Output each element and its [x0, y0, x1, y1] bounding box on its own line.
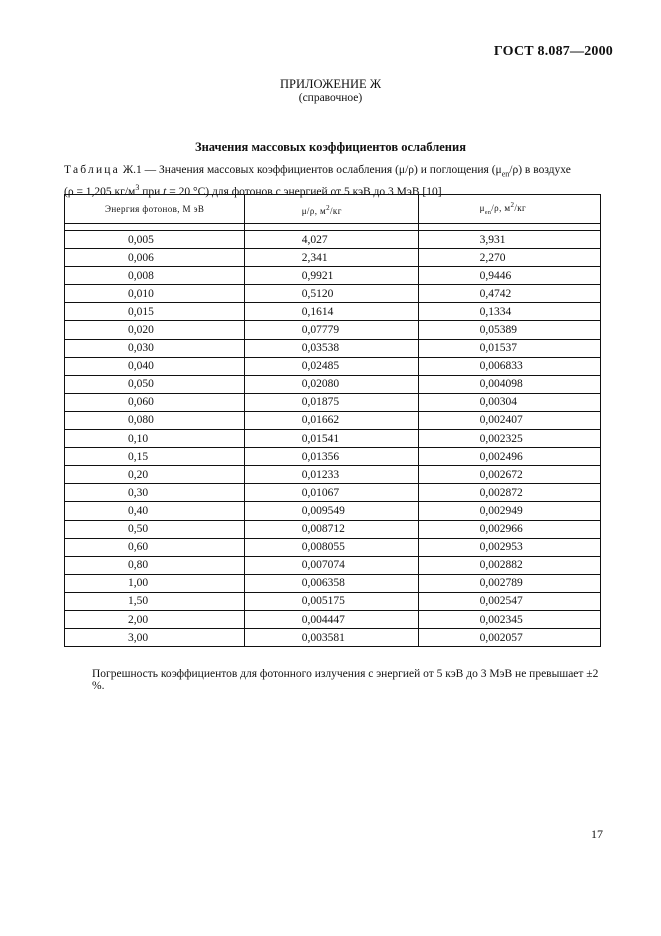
cell-muen-rho: 0,002325 — [418, 430, 600, 448]
cell-energy: 0,20 — [65, 466, 245, 484]
cell-mu-rho: 0,01356 — [244, 448, 418, 466]
cell-energy: 0,080 — [65, 411, 245, 429]
cell-muen-rho: 0,002547 — [418, 592, 600, 610]
section-title: Значения массовых коэффициентов ослабления — [195, 140, 466, 154]
cell-muen-rho: 0,002953 — [418, 538, 600, 556]
cell-mu-rho: 0,008055 — [244, 538, 418, 556]
cell-mu-rho: 0,004447 — [244, 610, 418, 628]
cell-muen-rho: 0,4742 — [418, 285, 600, 303]
cell-mu-rho: 4,027 — [244, 231, 418, 249]
cell-mu-rho: 0,9921 — [244, 267, 418, 285]
cell-mu-rho: 0,01541 — [244, 430, 418, 448]
caption-text-1: Ж.1 — Значения массовых коэффициентов ослабления (μ/ρ) и поглощения (μ — [119, 164, 502, 176]
cell-energy: 0,60 — [65, 538, 245, 556]
caption-line2-c: = 20 °С) для фотонов с энергией от 5 кэВ до 3 МэВ [10] — [166, 186, 442, 199]
cell-mu-rho: 0,01067 — [244, 484, 418, 502]
table-header-row — [65, 195, 601, 224]
caption-text-2: /ρ) в воздухе — [509, 164, 571, 176]
table-row — [65, 249, 601, 267]
table-row — [65, 610, 601, 628]
cell-muen-rho: 0,1334 — [418, 303, 600, 321]
cell-muen-rho: 0,01537 — [418, 339, 600, 357]
header-muen-sup: 2 — [510, 201, 515, 210]
caption-sup-3: 3 — [135, 183, 140, 193]
table-body — [65, 224, 601, 647]
caption-label: Таблица — [64, 164, 120, 176]
attenuation-table — [64, 194, 601, 647]
table-row — [65, 321, 601, 339]
header-mu-b: /кг — [330, 205, 342, 216]
caption-sub-en: en — [501, 169, 510, 179]
cell-mu-rho: 0,007074 — [244, 556, 418, 574]
cell-mu-rho: 0,009549 — [244, 502, 418, 520]
cell-energy: 0,80 — [65, 556, 245, 574]
cell-energy: 3,00 — [65, 629, 245, 647]
accuracy-note: Погрешность коэффициентов для фотонного излучения с энергией от 5 кэВ до 3 МэВ не превышает ±2 %. — [92, 668, 599, 692]
table-row — [65, 267, 601, 285]
table-row — [65, 430, 601, 448]
cell-muen-rho: 0,002949 — [418, 502, 600, 520]
cell-muen-rho: 2,270 — [418, 249, 600, 267]
cell-energy: 0,005 — [65, 231, 245, 249]
header-muen-c: /кг — [514, 203, 527, 214]
cell-muen-rho: 0,002966 — [418, 520, 600, 538]
table-spacer-row — [65, 224, 601, 231]
cell-muen-rho: 0,002345 — [418, 610, 600, 628]
cell-energy: 0,006 — [65, 249, 245, 267]
cell-mu-rho: 0,01233 — [244, 466, 418, 484]
caption-line-1 — [64, 163, 604, 181]
cell-energy: 0,040 — [65, 357, 245, 375]
standard-header: ГОСТ 8.087—2000 — [493, 44, 613, 59]
cell-mu-rho: 0,005175 — [244, 592, 418, 610]
table-row — [65, 375, 601, 393]
cell-muen-rho: 3,931 — [418, 231, 600, 249]
cell-mu-rho: 0,1614 — [244, 303, 418, 321]
cell-energy: 2,00 — [65, 610, 245, 628]
cell-muen-rho: 0,05389 — [418, 321, 600, 339]
cell-muen-rho: 0,00304 — [418, 393, 600, 411]
cell-energy: 0,15 — [65, 448, 245, 466]
cell-muen-rho: 0,002882 — [418, 556, 600, 574]
header-muen-rho — [418, 195, 600, 224]
header-muen-b: /ρ, м — [491, 203, 511, 214]
cell-energy: 0,060 — [65, 393, 245, 411]
table-row — [65, 231, 601, 249]
cell-muen-rho: 0,002496 — [418, 448, 600, 466]
header-mu-rho — [244, 195, 418, 224]
cell-mu-rho: 0,02080 — [244, 375, 418, 393]
cell-energy: 0,50 — [65, 520, 245, 538]
table-row — [65, 629, 601, 647]
table-row — [65, 448, 601, 466]
header-mu-a: μ/ρ, м — [301, 205, 327, 216]
cell-energy: 0,10 — [65, 430, 245, 448]
cell-energy: 1,00 — [65, 574, 245, 592]
cell-muen-rho: 0,002407 — [418, 411, 600, 429]
table-row — [65, 357, 601, 375]
cell-energy: 0,008 — [65, 267, 245, 285]
caption-line2-b: при — [139, 186, 164, 199]
cell-mu-rho: 0,01875 — [244, 393, 418, 411]
table-row — [65, 393, 601, 411]
caption-t: t — [163, 186, 167, 199]
cell-muen-rho: 0,006833 — [418, 357, 600, 375]
table-row — [65, 303, 601, 321]
table-row — [65, 484, 601, 502]
cell-mu-rho: 0,01662 — [244, 411, 418, 429]
cell-energy: 0,40 — [65, 502, 245, 520]
header-energy: Энергия фотонов, М эВ — [65, 195, 245, 224]
cell-muen-rho: 0,002057 — [418, 629, 600, 647]
cell-mu-rho: 0,5120 — [244, 285, 418, 303]
cell-muen-rho: 0,002789 — [418, 574, 600, 592]
cell-energy: 0,010 — [65, 285, 245, 303]
cell-muen-rho: 0,002872 — [418, 484, 600, 502]
table-row — [65, 285, 601, 303]
cell-mu-rho: 0,03538 — [244, 339, 418, 357]
header-muen-a: μ — [479, 203, 485, 214]
cell-mu-rho: 0,07779 — [244, 321, 418, 339]
cell-mu-rho: 0,003581 — [244, 629, 418, 647]
table-row — [65, 466, 601, 484]
cell-muen-rho: 0,002672 — [418, 466, 600, 484]
appendix-subtitle: (справочное) — [298, 92, 363, 104]
appendix-title: ПРИЛОЖЕНИЕ Ж — [279, 77, 382, 91]
table-row — [65, 502, 601, 520]
table-row — [65, 520, 601, 538]
cell-muen-rho: 0,9446 — [418, 267, 600, 285]
cell-energy: 1,50 — [65, 592, 245, 610]
cell-energy: 0,030 — [65, 339, 245, 357]
table-row — [65, 538, 601, 556]
caption-line2-a: (ρ = 1,205 кг/м — [64, 186, 136, 199]
table-row — [65, 411, 601, 429]
cell-mu-rho: 0,02485 — [244, 357, 418, 375]
cell-mu-rho: 2,341 — [244, 249, 418, 267]
appendix-heading — [0, 77, 661, 105]
cell-energy: 0,015 — [65, 303, 245, 321]
cell-energy: 0,050 — [65, 375, 245, 393]
table-row — [65, 574, 601, 592]
table-row — [65, 339, 601, 357]
table-row — [65, 592, 601, 610]
table-row — [65, 556, 601, 574]
cell-mu-rho: 0,006358 — [244, 574, 418, 592]
header-mu-sup: 2 — [326, 203, 331, 212]
cell-muen-rho: 0,004098 — [418, 375, 600, 393]
header-muen-sub: en — [484, 209, 492, 216]
cell-energy: 0,30 — [65, 484, 245, 502]
page-number: 17 — [591, 827, 603, 841]
cell-mu-rho: 0,008712 — [244, 520, 418, 538]
cell-energy: 0,020 — [65, 321, 245, 339]
